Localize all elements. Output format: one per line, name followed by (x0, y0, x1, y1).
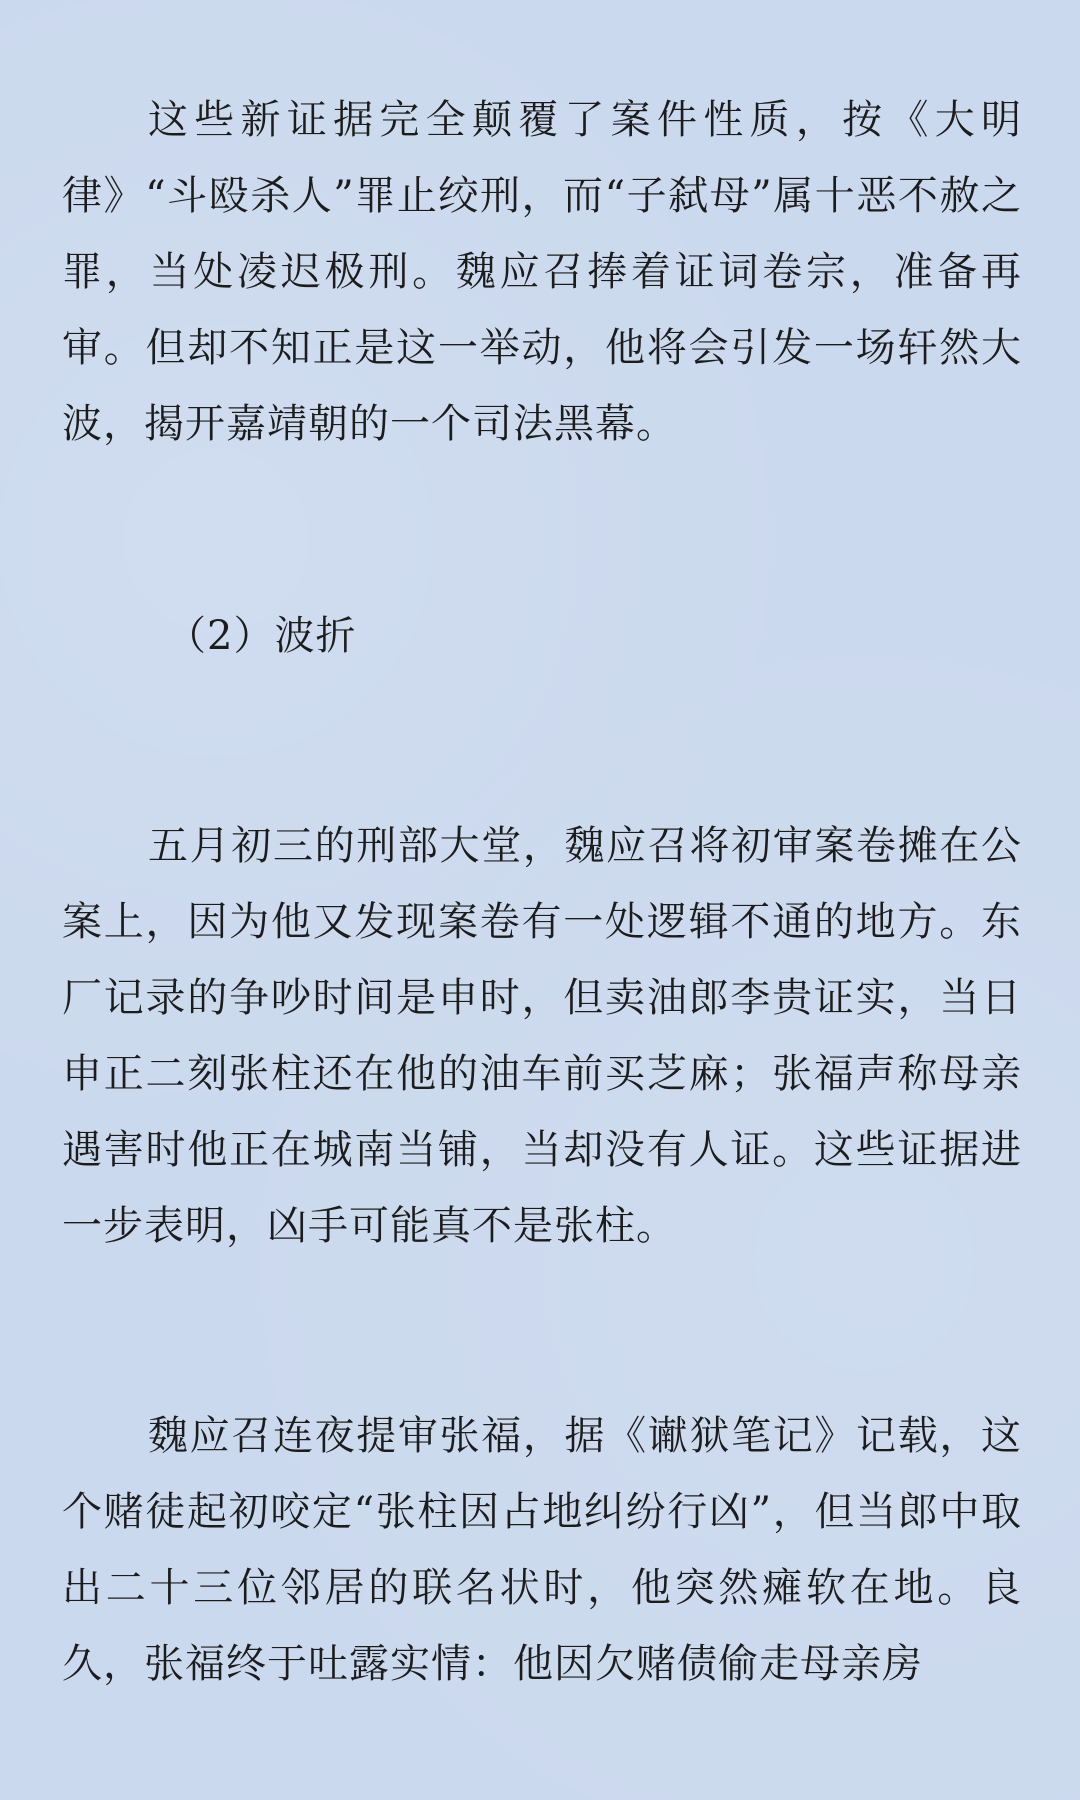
section-heading: （2）波折 (166, 613, 357, 659)
paragraph-3: 魏应召连夜提审张福，据《谳狱笔记》记载，这个赌徒起初咬定“张柱因占地纠纷行凶”，但当郎中取出二十三位邻居的联名状时，他突然瘫软在地。良久，张福终于吐露实情：他因欠赌债偷走母亲房 (62, 1413, 1022, 1687)
paragraph-1: 这些新证据完全颠覆了案件性质，按《大明律》“斗殴杀人”罪止绞刑，而“子弑母”属十恶不赦之罪，当处凌迟极刑。魏应召捧着证词卷宗，准备再审。但却不知正是这一举动，他将会引发一场轩然大波，揭开嘉靖朝的一个司法黑幕。 (62, 97, 1022, 447)
paragraph-2: 五月初三的刑部大堂，魏应召将初审案卷摊在公案上，因为他又发现案卷有一处逻辑不通的地方。东厂记录的争吵时间是申时，但卖油郎李贵证实，当日申正二刻张柱还在他的油车前买芝麻；张福声称母亲遇害时他正在城南当铺，当却没有人证。这些证据进一步表明，凶手可能真不是张柱。 (62, 823, 1022, 1249)
